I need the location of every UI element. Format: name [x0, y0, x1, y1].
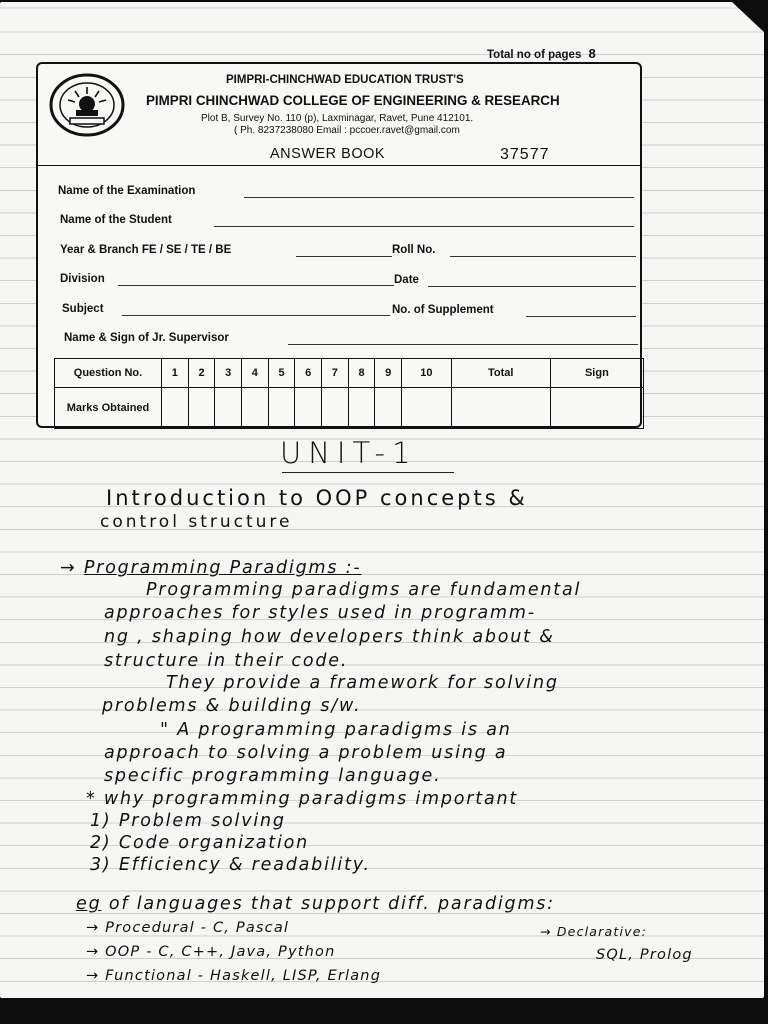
total-pages — [487, 46, 596, 61]
importance-item: 2) Code organization — [90, 833, 310, 853]
trust-name: PIMPRI-CHINCHWAD EDUCATION TRUST'S — [226, 74, 464, 86]
question-cell: 6 — [295, 359, 322, 388]
note-line: approaches for styles used in programm- — [104, 603, 536, 623]
answer-book-number: 37577 — [500, 146, 550, 163]
question-cell: 3 — [215, 359, 242, 388]
declarative-examples: SQL, Prolog — [596, 947, 693, 963]
total-header: Total — [451, 359, 550, 388]
example-line: → OOP - C, C++, Java, Python — [86, 944, 336, 960]
marks-cell — [451, 388, 550, 429]
year-branch-label: Year & Branch FE / SE / TE / BE — [60, 244, 232, 256]
supervisor-line — [288, 344, 638, 345]
marks-cell — [268, 388, 295, 429]
question-cell: 2 — [188, 359, 215, 388]
marks-cell — [162, 388, 189, 429]
importance-item: 1) Problem solving — [90, 811, 286, 831]
marks-cell — [215, 388, 242, 429]
roll-no-label: Roll No. — [392, 244, 436, 256]
declarative-label: → Declarative: — [540, 924, 648, 939]
example-line: → Procedural - C, Pascal — [86, 920, 290, 936]
marks-row — [55, 388, 644, 429]
topic-heading-line-1: Introduction to OOP concepts & — [106, 486, 528, 510]
marks-cell — [295, 388, 322, 429]
marks-cell — [550, 388, 643, 429]
year-branch-line — [296, 256, 392, 257]
unit-title: UNIT-1 — [280, 436, 418, 470]
unit-underline — [282, 472, 454, 473]
note-line: specific programming language. — [104, 766, 442, 786]
note-line: structure in their code. — [104, 651, 349, 671]
division-label: Division — [60, 273, 105, 285]
marks-cell — [348, 388, 375, 429]
importance-item: 3) Efficiency & readability. — [90, 855, 371, 875]
supplement-line — [526, 316, 636, 317]
date-label: Date — [394, 274, 419, 286]
importance-heading: * why programming paradigms important — [86, 789, 519, 809]
date-line — [428, 286, 636, 287]
section-heading — [60, 558, 361, 578]
answer-sheet-page — [0, 2, 764, 998]
total-pages-label: Total no of pages — [487, 49, 582, 61]
subject-label: Subject — [62, 303, 104, 315]
topic-heading-line-2: control structure — [100, 512, 293, 532]
page-corner — [724, 2, 764, 32]
question-cell: 1 — [162, 359, 189, 388]
question-cell: 10 — [402, 359, 452, 388]
exam-name-label: Name of the Examination — [58, 185, 196, 197]
marks-cell — [402, 388, 452, 429]
examples-heading: eg of languages that support diff. paradigms: — [76, 894, 555, 914]
student-name-label: Name of the Student — [60, 214, 172, 226]
question-no-header: Question No. — [55, 359, 162, 388]
question-cell: 9 — [375, 359, 402, 388]
subject-line — [122, 315, 390, 316]
college-contact: ( Ph. 8237238080 Email : pccoer.ravet@gmail.com — [234, 125, 460, 136]
arrow-icon: → — [60, 558, 84, 578]
header-divider — [38, 165, 640, 166]
division-line — [118, 285, 394, 286]
marks-table — [54, 358, 644, 429]
sign-header: Sign — [550, 359, 643, 388]
marks-cell — [242, 388, 269, 429]
question-cell: 7 — [322, 359, 349, 388]
question-number-row — [55, 359, 644, 388]
marks-cell — [322, 388, 349, 429]
example-line: → Functional - Haskell, LISP, Erlang — [86, 968, 382, 984]
question-cell: 5 — [268, 359, 295, 388]
roll-no-line — [450, 256, 636, 257]
exam-name-line — [244, 197, 634, 198]
supplement-label: No. of Supplement — [392, 304, 494, 316]
supervisor-label: Name & Sign of Jr. Supervisor — [64, 332, 229, 344]
question-cell: 8 — [348, 359, 375, 388]
college-address: Plot B, Survey No. 110 (p), Laxminagar, Ravet, Pune 412101. — [201, 113, 474, 124]
note-line: Programming paradigms are fundamental — [146, 580, 582, 600]
marks-cell — [375, 388, 402, 429]
marks-cell — [188, 388, 215, 429]
college-logo-icon — [48, 72, 126, 138]
note-line: " A programming paradigms is an — [160, 720, 512, 740]
section-heading-text: Programming Paradigms :- — [83, 558, 362, 578]
scan-background — [0, 998, 768, 1024]
question-cell: 4 — [242, 359, 269, 388]
answer-book-header — [36, 62, 642, 428]
college-name: PIMPRI CHINCHWAD COLLEGE OF ENGINEERING & RESEARCH — [146, 93, 560, 108]
note-line: They provide a framework for solving — [166, 673, 559, 693]
student-name-line — [214, 226, 634, 227]
star-icon: * — [86, 789, 104, 809]
note-line: approach to solving a problem using a — [104, 743, 508, 763]
note-line: problems & building s/w. — [102, 696, 362, 716]
marks-obtained-header: Marks Obtained — [55, 388, 162, 429]
answer-book-title: ANSWER BOOK — [270, 146, 386, 162]
total-pages-value: 8 — [588, 46, 596, 61]
note-line: ng , shaping how developers think about & — [104, 627, 555, 647]
